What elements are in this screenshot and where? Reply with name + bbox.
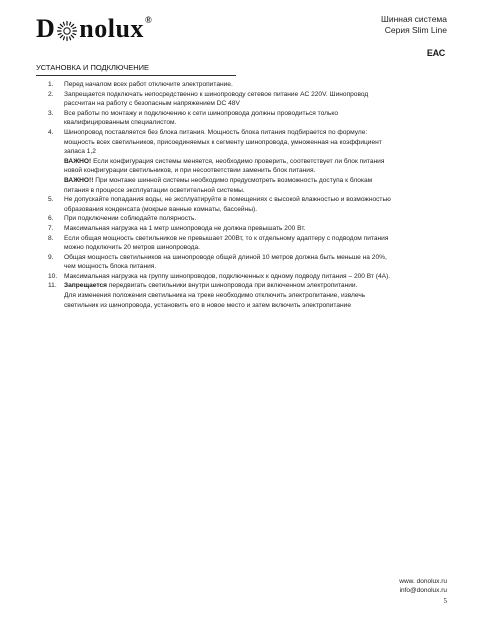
item-line: запаса 1,2 (64, 148, 96, 156)
warning-label: ВАЖНО!! (64, 176, 94, 184)
list-item (36, 234, 448, 253)
item-line: можно подключить 20 метров шинопровода. (64, 244, 200, 252)
item-number: 3. (48, 109, 54, 117)
logo-text-right: nolux (79, 14, 144, 43)
item-number: 10. (48, 272, 58, 280)
item-number: 4. (48, 128, 54, 136)
list-item (36, 253, 448, 272)
list-item (36, 272, 448, 282)
item-number: 8. (48, 234, 54, 242)
instructions-list (36, 80, 448, 310)
item-line: новой конфигурации светильников, и при несоответствии заменить блок питания. (64, 167, 316, 175)
item-number: 7. (48, 224, 54, 232)
item-line: чем мощность блока питания. (64, 263, 157, 271)
item-line: Если общая мощность светильников не превышает 200Вт, то к отдельному адаптеру с подводом питания (64, 234, 389, 242)
item-line (64, 281, 448, 291)
list-item (36, 224, 448, 234)
item-line: Перед началом всех работ отключите электропитание. (64, 81, 233, 88)
eac-cert-mark: EAC (426, 48, 445, 58)
item-line: Для изменения положения светильника на треке необходимо отключить электропитание, извлечь (64, 292, 366, 300)
logo-text-left: D (36, 14, 56, 43)
item-line: При подключении соблюдайте полярность. (64, 215, 197, 223)
product-system: Шинная система (381, 14, 447, 24)
website-link[interactable]: www. donolux.ru (399, 578, 447, 585)
item-line: образования конденсата (мокрые ванные комнаты, бассейны). (64, 205, 258, 213)
item-line: Максимальная нагрузка на 1 метр шинопровода не должна превышать 200 Вт. (64, 224, 306, 232)
item-line: Не допускайте попадания воды, не эксплуатируйте в помещениях с высокой влажностью и возможностью (64, 196, 391, 204)
list-item (36, 128, 448, 195)
item-number: 1. (48, 81, 54, 88)
warning-note (64, 157, 448, 167)
list-item (36, 281, 448, 310)
section-underline (36, 75, 236, 76)
item-number: 11. (48, 282, 57, 290)
list-item (36, 80, 448, 90)
sun-logo-icon (56, 19, 78, 41)
list-item (36, 214, 448, 224)
item-line: Максимальная нагрузка на группу шинопроводов, подключенных к одному подводу питания – 200 Вт (4А). (64, 272, 391, 280)
item-line: питания в процессе эксплуатации осветительной системы. (64, 186, 245, 194)
list-item (36, 195, 448, 214)
item-number: 5. (48, 196, 54, 204)
registered-mark: ® (144, 15, 153, 25)
email-link[interactable]: info@donolux.ru (399, 587, 447, 594)
list-item (36, 109, 448, 128)
item-line: светильник из шинопровода, установить его в новое место и затем включить электропитание (64, 301, 352, 309)
page-number: 5 (443, 597, 447, 605)
section-title: УСТАНОВКА И ПОДКЛЮЧЕНИЕ (36, 63, 150, 72)
item-number: 9. (48, 253, 54, 261)
product-series: Серия Slim Line (384, 25, 447, 35)
item-line: квалифицированным специалистом. (64, 119, 177, 127)
warning-label: ВАЖНО! (64, 157, 92, 165)
item-line: мощность всех светильников, присоединяемых к сегменту шинопровода, умноженная на коэффициент (64, 138, 382, 146)
item-number: 2. (48, 90, 54, 98)
item-line: Шинопровод поставляется без блока питания. Мощность блока питания подбирается по формуле: (64, 128, 368, 136)
brand-logo (36, 14, 152, 44)
list-item (36, 90, 448, 109)
product-header (381, 14, 447, 36)
warning-text: При монтаже шинной системы необходимо предусмотреть возможность доступа к блокам (93, 176, 373, 184)
item-line: Общая мощность светильников на шинопроводе общей длиной 10 метров должна быть меньше на 20%, (64, 253, 387, 261)
item-line: Все работы по монтажу и подключению к сети шинопровода должны проводиться только (64, 109, 339, 117)
warning-text: Если конфигурация системы меняется, необходимо проверить, соответствует ли блок питания (91, 157, 385, 165)
contact-footer (399, 577, 447, 595)
item-line: рассчитан на работу с безопасным напряжением DC 48V (64, 100, 240, 108)
item-line: Запрещается подключать непосредственно к шинопроводу сетевое питание AC 220V. Шинопровод (64, 90, 369, 98)
item-number: 6. (48, 215, 54, 223)
warning-note (64, 176, 448, 186)
prohibition-label: Запрещается (64, 282, 108, 290)
prohibition-text: передвигать светильники внутри шинопровода при включенном электропитании. (107, 282, 358, 290)
